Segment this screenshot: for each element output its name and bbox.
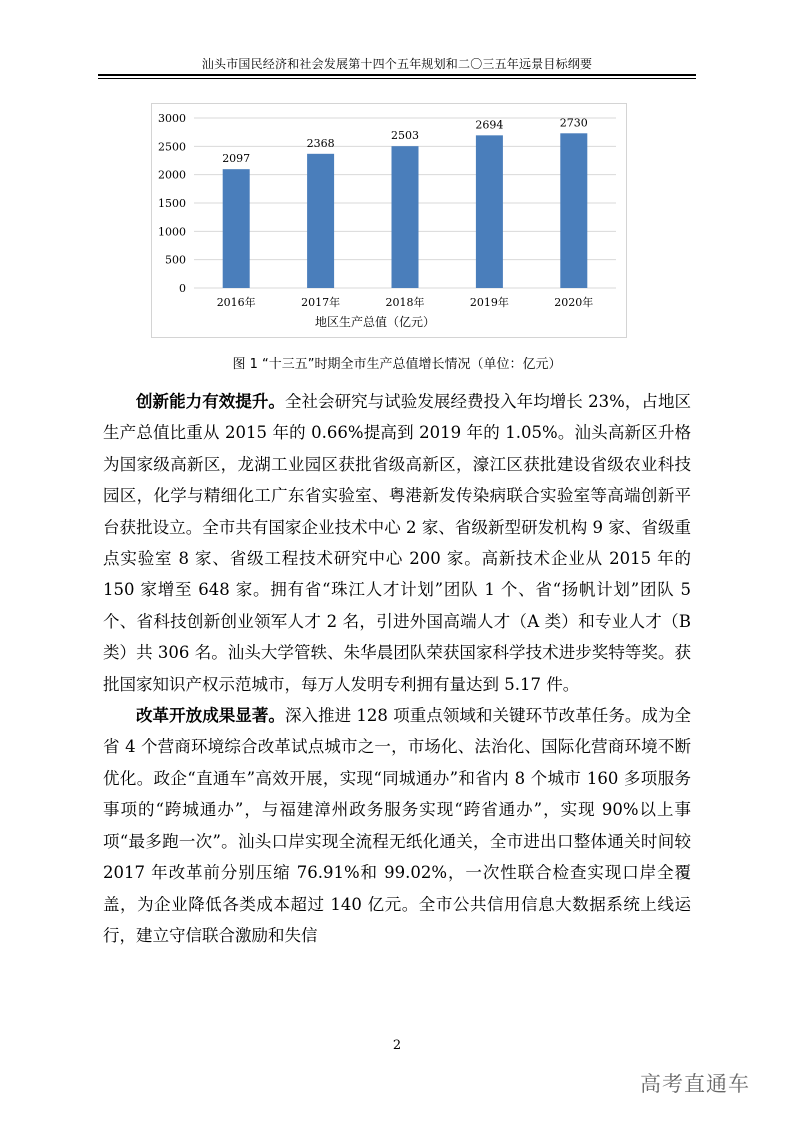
x-tick-label: 2017年 bbox=[301, 296, 341, 309]
bar bbox=[560, 133, 587, 288]
bar bbox=[476, 135, 503, 288]
paragraph-innovation bbox=[103, 386, 691, 700]
y-tick-label: 3000 bbox=[158, 112, 186, 125]
y-tick-label: 1000 bbox=[158, 225, 186, 239]
header-rule bbox=[98, 74, 696, 76]
x-tick-label: 2019年 bbox=[469, 296, 509, 309]
paragraph-lead: 创新能力有效提升。 bbox=[136, 392, 285, 411]
page-number: 2 bbox=[392, 1038, 402, 1053]
paragraph-lead: 改革开放成果显著。 bbox=[136, 706, 285, 726]
paragraph-text: 深入推进 128 项重点领域和关键环节改革任务。成为全省 4 个营商环境综合改革试点城市之一，市场化、法治化、国际化营商环境不断优化。政企“直通车”高效开展，实现“同城通办”和省内 8 个城市 160 多项服务事项的“跨城通办”，与福建漳州政务服务实现“跨省通办”，实现 90%以上事项“最多跑一次”。汕头口岸实现全流程无纸化通关，全市进出口整体通关时间较 2017 年改革前分别压缩 76.91%和 99.02%，一次性联合检查实现口岸全覆盖，为企业降低各类成本超过 140 亿元。全市公共信用信息大数据系统上线运行，建立守信联合激励和失信 bbox=[103, 706, 692, 945]
x-tick-label: 2018年 bbox=[385, 296, 425, 309]
y-tick-label: 2000 bbox=[158, 168, 186, 182]
paragraph-reform bbox=[103, 700, 691, 951]
bar bbox=[392, 146, 419, 288]
header-rule-thin bbox=[98, 78, 696, 79]
running-header: 汕头市国民经济和社会发展第十四个五年规划和二〇三五年远景目标纲要 bbox=[201, 57, 593, 71]
chart-svg bbox=[152, 104, 626, 337]
bar bbox=[223, 169, 250, 288]
bar bbox=[307, 154, 334, 288]
x-axis-label: 地区生产总值（亿元） bbox=[314, 315, 436, 329]
y-tick-label: 0 bbox=[179, 282, 186, 295]
data-label: 2368 bbox=[306, 136, 335, 150]
y-tick-label: 500 bbox=[165, 253, 186, 267]
data-label: 2097 bbox=[222, 152, 251, 166]
body-text bbox=[103, 386, 691, 951]
paragraph-text: 全社会研究与试验发展经费投入年均增长 23%，占地区生产总值比重从 2015 年的 0.66%提高到 2019 年的 1.05%。汕头高新区升格为国家级高新区，龙湖工业园区获批省级高新区，濠江区获批建设省级农业科技园区，化学与精细化工广东省实验室、粤港新发传染病联合实验室等高端创新平台获批设立。全市共有国家企业技术中心 2 家、省级新型研发机构 9 家、省级重点实验室 8 家、省级工程技术研究中心 200 家。高新技术企业从 2015 年的 150 家增至 648 家。拥有省“珠江人才计划”团队 1 个、省“扬帆计划”团队 5 个、省科技创新创业领军人才 2 名，引进外国高端人才（A 类）和专业人才（B 类）共 306 名。汕头大学管轶、朱华晨团队荣获国家科学技术进步奖特等奖。获批国家知识产权示范城市，每万人发明专利拥有量达到 5.17 件。 bbox=[103, 392, 692, 694]
watermark-logo-text: 高考直通车 bbox=[640, 1072, 750, 1096]
y-tick-label: 2500 bbox=[158, 140, 186, 154]
y-tick-label: 1500 bbox=[158, 197, 186, 210]
gdp-bar-chart bbox=[151, 103, 627, 338]
figure-caption: 图 1 “十三五”时期全市生产总值增长情况（单位：亿元） bbox=[232, 357, 562, 372]
data-label: 2694 bbox=[475, 118, 504, 132]
x-tick-label: 2016年 bbox=[216, 296, 256, 309]
data-label: 2730 bbox=[559, 116, 588, 130]
data-label: 2503 bbox=[391, 129, 419, 143]
x-tick-label: 2020年 bbox=[554, 296, 594, 309]
